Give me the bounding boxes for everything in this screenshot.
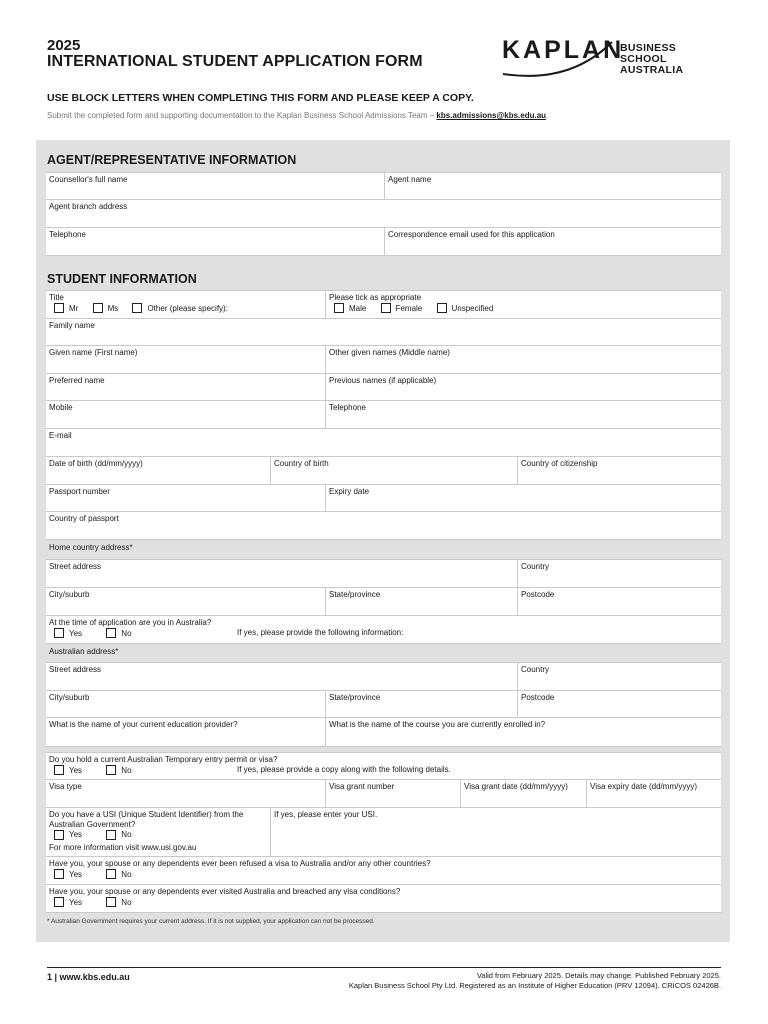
form-title: INTERNATIONAL STUDENT APPLICATION FORM <box>47 53 423 70</box>
logo-swoosh-icon <box>500 34 620 79</box>
home-state-field[interactable]: State/province <box>325 587 518 616</box>
family-name-field[interactable]: Family name <box>46 318 721 346</box>
refused-no-option[interactable]: No <box>106 869 131 879</box>
agent-branch-address-field[interactable]: Agent branch address <box>46 199 721 228</box>
breached-no-option[interactable]: No <box>106 897 131 907</box>
mobile-field[interactable]: Mobile <box>46 400 326 429</box>
gender-field: Please tick as appropriate Male Female Unspecified <box>325 290 721 319</box>
footer-page-site: 1 | www.kbs.edu.au <box>47 972 130 982</box>
usi-yes-option[interactable]: Yes <box>54 830 82 840</box>
correspondence-email-field[interactable]: Correspondence email used for this application <box>384 227 721 256</box>
counsellor-name-field[interactable]: Counsellor's full name <box>46 172 385 200</box>
in-australia-if-yes-note: If yes, please provide the following information: <box>237 628 404 637</box>
checkbox-icon <box>106 830 116 840</box>
usi-info-link: For more information visit www.usi.gov.au <box>49 843 197 852</box>
date-of-birth-field[interactable]: Date of birth (dd/mm/yyyy) <box>46 456 271 485</box>
title-field: Title Mr Ms Other (please specify): <box>46 290 326 319</box>
visa-question: Do you hold a current Australian Temporary entry permit or visa? Yes No If yes, please provide a copy along with the following details. <box>46 752 721 780</box>
home-city-field[interactable]: City/suburb <box>46 587 326 616</box>
address-footnote: * Australian Government requires your current address. If it is not supplied, your application can not be processed. <box>47 918 375 925</box>
breached-yes-option[interactable]: Yes <box>54 897 82 907</box>
preferred-name-field[interactable]: Preferred name <box>46 373 326 401</box>
home-postcode-field[interactable]: Postcode <box>517 587 721 616</box>
passport-expiry-field[interactable]: Expiry date <box>325 484 721 512</box>
aus-postcode-field[interactable]: Postcode <box>517 690 721 718</box>
checkbox-icon <box>54 303 64 313</box>
passport-number-field[interactable]: Passport number <box>46 484 326 512</box>
country-of-passport-field[interactable]: Country of passport <box>46 511 721 540</box>
other-given-names-field[interactable]: Other given names (Middle name) <box>325 345 721 374</box>
checkbox-icon <box>93 303 103 313</box>
current-course-field[interactable]: What is the name of the course you are currently enrolled in? <box>325 717 721 747</box>
in-australia-no-option[interactable]: No <box>106 628 131 638</box>
title-other-option[interactable]: Other (please specify): <box>132 303 227 313</box>
checkbox-icon <box>54 765 64 775</box>
country-of-birth-field[interactable]: Country of birth <box>270 456 518 485</box>
checkbox-icon <box>54 869 64 879</box>
previous-names-field[interactable]: Previous names (if applicable) <box>325 373 721 401</box>
visa-refused-question: Have you, your spouse or any dependents ever been refused a visa to Australia and/or any other countries? Yes No <box>46 856 721 885</box>
usi-entry-field[interactable]: If yes, please enter your USI. <box>270 807 721 857</box>
agent-section-title: AGENT/REPRESENTATIVE INFORMATION <box>47 153 297 167</box>
visa-no-option[interactable]: No <box>106 765 131 775</box>
visa-grant-date-field[interactable]: Visa grant date (dd/mm/yyyy) <box>460 779 587 808</box>
student-telephone-field[interactable]: Telephone <box>325 400 721 429</box>
gender-male-option[interactable]: Male <box>334 303 366 313</box>
visa-if-yes-note: If yes, please provide a copy along with the following details. <box>237 765 451 774</box>
country-of-citizenship-field[interactable]: Country of citizenship <box>517 456 721 485</box>
checkbox-icon <box>106 628 116 638</box>
in-australia-yes-option[interactable]: Yes <box>54 628 82 638</box>
checkbox-icon <box>437 303 447 313</box>
gender-female-option[interactable]: Female <box>381 303 423 313</box>
gender-unspecified-option[interactable]: Unspecified <box>437 303 494 313</box>
form-year: 2025 <box>47 37 81 54</box>
title-ms-option[interactable]: Ms <box>93 303 119 313</box>
in-australia-question: At the time of application are you in Australia? Yes No If yes, please provide the following information: <box>46 615 721 644</box>
checkbox-icon <box>54 830 64 840</box>
checkbox-icon <box>381 303 391 313</box>
logo-subtitle: BUSINESS SCHOOL AUSTRALIA <box>620 42 684 76</box>
home-street-address-field[interactable]: Street address <box>46 559 518 588</box>
aus-city-field[interactable]: City/suburb <box>46 690 326 718</box>
checkbox-icon <box>54 628 64 638</box>
visa-breached-question: Have you, your spouse or any dependents ever visited Australia and breached any visa conditions? Yes No <box>46 884 721 913</box>
submit-instruction: Submit the completed form and supporting documentation to the Kaplan Business School Admissions Team – kbs.admissions@kbs.edu.au. <box>47 111 549 120</box>
refused-yes-option[interactable]: Yes <box>54 869 82 879</box>
checkbox-icon <box>106 869 116 879</box>
home-country-field[interactable]: Country <box>517 559 721 588</box>
checkbox-icon <box>54 897 64 907</box>
home-address-heading: Home country address* <box>36 540 730 559</box>
aus-country-field[interactable]: Country <box>517 662 721 691</box>
usi-question: Do you have a USI (Unique Student Identifier) from the Australian Government? Yes No For more information visit www.usi.gov.au <box>46 807 271 857</box>
checkbox-icon <box>106 765 116 775</box>
kaplan-logo <box>500 34 725 79</box>
agent-telephone-field[interactable]: Telephone <box>46 227 385 256</box>
visa-grant-number-field[interactable]: Visa grant number <box>325 779 461 808</box>
agent-name-field[interactable]: Agent name <box>384 172 721 200</box>
visa-type-field[interactable]: Visa type <box>46 779 326 808</box>
usi-no-option[interactable]: No <box>106 830 131 840</box>
block-letters-instruction: USE BLOCK LETTERS WHEN COMPLETING THIS FORM AND PLEASE KEEP A COPY. <box>47 92 474 104</box>
visa-expiry-date-field[interactable]: Visa expiry date (dd/mm/yyyy) <box>586 779 721 808</box>
footer-legal: Valid from February 2025. Details may change. Published February 2025. Kaplan Business School Pty Ltd. Registered as an Institute of Higher Education (PRV 12094). CRICOS 02426B. <box>348 971 721 990</box>
checkbox-icon <box>132 303 142 313</box>
admissions-email-link[interactable]: kbs.admissions@kbs.edu.au <box>436 111 547 120</box>
website-link[interactable]: www.kbs.edu.au <box>59 972 130 982</box>
checkbox-icon <box>106 897 116 907</box>
email-field[interactable]: E-mail <box>46 428 721 457</box>
checkbox-icon <box>334 303 344 313</box>
logo-wordmark: KAPLAN <box>502 36 625 64</box>
aus-state-field[interactable]: State/province <box>325 690 518 718</box>
footer-divider <box>47 967 721 968</box>
visa-yes-option[interactable]: Yes <box>54 765 82 775</box>
aus-street-address-field[interactable]: Street address <box>46 662 518 691</box>
given-name-field[interactable]: Given name (First name) <box>46 345 326 374</box>
education-provider-field[interactable]: What is the name of your current education provider? <box>46 717 326 747</box>
title-mr-option[interactable]: Mr <box>54 303 78 313</box>
australian-address-heading: Australian address* <box>36 644 730 662</box>
student-section-title: STUDENT INFORMATION <box>47 272 197 286</box>
